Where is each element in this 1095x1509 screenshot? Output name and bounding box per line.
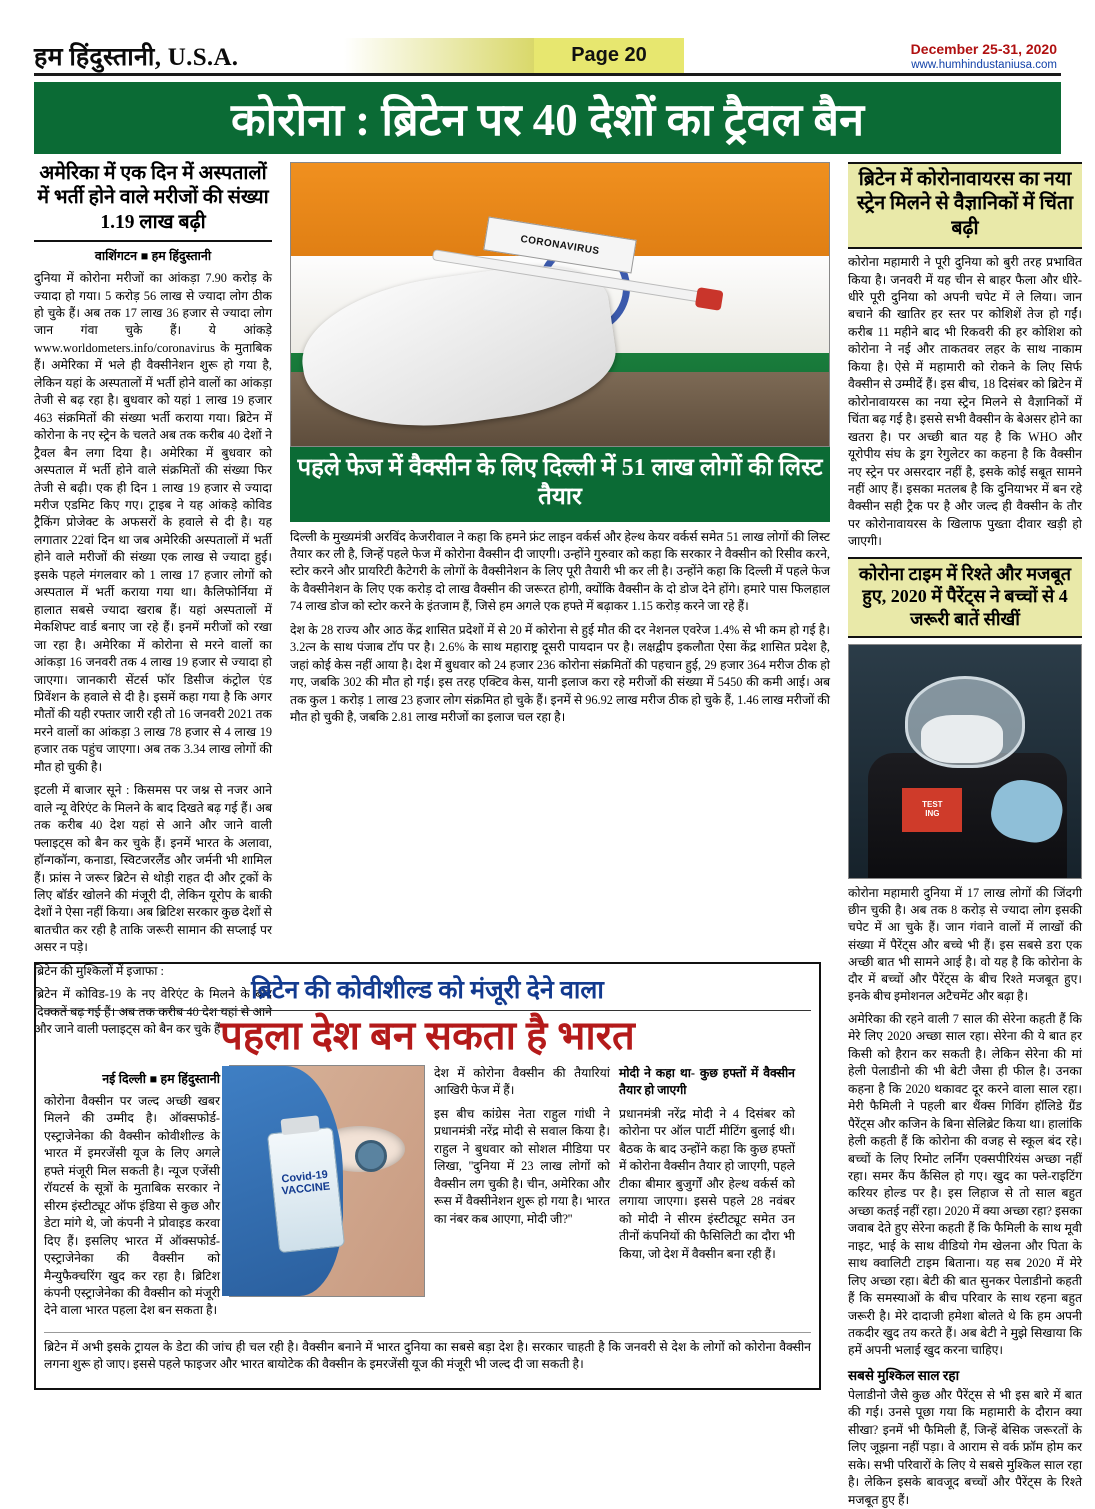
issue-date: December 25-31, 2020 <box>910 40 1057 57</box>
feature-footer <box>44 1339 811 1380</box>
left-column-headline: अमेरिका में एक दिन में अस्पतालों में भर्ती होने वाले मरीजों की संख्या 1.19 लाख बढ़ी <box>34 162 272 242</box>
right-column-body-3: पेलाडीनो जैसे कुछ और पैरेंट्स से भी इस बारे में बात की गई। उनसे पूछा गया कि महामारी के दौरान क्या सीखा? इनमें भी फैमिली हैं, जिन्हें बेसिक जरूरतों के लिए जूझना नहीं पड़ा। वे आराम से वर्क फ्रॉम होम कर सके। सभी परिवारों के लिए ये सबसे मुश्किल साल रहा है। लेकिन इसके बावजूद बच्चों और पैरेंट्स के रिश्ते मजबूत हुए हैं। <box>848 1387 1082 1507</box>
feature-col-3 <box>434 1065 610 1326</box>
left-column-byline: वाशिंगटन ■ हम हिंदुस्तानी <box>94 249 212 264</box>
right-column-second-headline: कोरोना टाइम में रिश्ते और मजबूत हुए, 2020 में पैरेंट्स ने बच्चों से 4 जरूरी बातें सीखीं <box>848 557 1082 639</box>
masthead <box>34 38 1061 76</box>
lower-right-spacer <box>830 962 1064 1390</box>
hero-caption: पहले फेज में वैक्सीन के लिए दिल्ली में 51 लाख लोगों की लिस्ट तैयार <box>290 447 830 522</box>
right-column-body-2: अमेरिका की रहने वाली 7 साल की सेरेना कहती हैं कि मेरे लिए 2020 अच्छा साल रहा। सेरेना की ये बात हर किसी को हैरान कर सकती है। लेकिन सेरेना की मां हेली पेलाडीनो की भी बेटी जैसा ही फील है। उनका कहना है कि 2020 थकावट दूर करने वाला साल रहा। मेरी फैमिली ने पहली बार थैंक्स गिविंग हॉलिडे ग्रैंड पैरेंट्स और कजिन के बिना सेलिब्रेट किया था। हालांकि हेली कहती हैं कि कोरोना की वजह से स्कूल बंद रहे। बच्चों के लिए रिमोट लर्निंग एक्सपीरियंस अच्छा नहीं रहा। समर कैंप कैंसिल हो गए। खुद का फ्ले-राइटिंग करियर होल्ड पर है। इस लिहाज से तो साल बहुत अच्छा कतई नहीं रहा। 2020 में क्या अच्छा रहा? इसका जवाब देते हुए सेरेना कहती हैं कि फैमिली के साथ मूवी नाइट, भाई के साथ वीडियो गेम खेलना और पिता के साथ क्वालिटी टाइम बिताना। यह सब 2020 में मेरे लिए अच्छा रहा। बेटी की बात सुनकर पेलाडीनो कहती हैं कि समस्याओं के बीच परिवार के साथ रहना बहुत जरूरी है। मेरे दादाजी हमेशा बोलते थे कि हम अपनी तकदीर खुद तय करते हैं। अब बेटी ने मुझे सिखाया कि हमें अपनी भलाई खुद करना चाहिए। <box>848 1011 1082 1358</box>
left-column-paragraph-2: इटली में बाजार सूने : किसमस पर जश्न से नजर आने वाले न्यू वेरिएंट के मिलने के बाद दिखते बढ़ गई हैं। अब तक करीब 40 देश यहां से आने और जाने वाली फ्लाइट्स को बैन कर चुके हैं। इनमें भारत के अलावा, हॉन्गकॉन्ग, कनाडा, स्विटजरलैंड और जर्मनी भी शामिल हैं। फ्रांस ने जरूर ब्रिटेन से थोड़ी राहत दी और ट्रकों के लिए बॉर्डर खोलने की मंजूरी दी, लेकिन यूरोप के बाकी देशों ने ऐसा नहीं किया। अब ब्रिटिश सरकार कुछ देशों से बातचीत कर रही है ताकि जरूरी सामान की सप्लाई पर असर न पड़े। <box>34 783 272 955</box>
face-mask-icon <box>921 715 1003 763</box>
left-column-paragraph-1: दुनिया में कोरोना मरीजों का आंकड़ा 7.90 करोड़ के ज्यादा हो गया। 5 करोड़ 56 लाख से ज्यादा लोग ठीक हो चुके हैं। अब तक 17 लाख 36 हजार से ज्यादा लोग जान गंवा चुके हैं। ये आंकड़े www.worldometers.info/coronavirus के मुताबिक हैं। अमेरिका में भले ही वैक्सीनेशन शुरू हो गया है, लेकिन यहां के अस्पतालों में भर्ती होने वालों का आंकड़ा तेजी से बढ़ रहा है। बुधवार को यहां 1 लाख 19 हजार 463 संक्रमितों की संख्या भर्ती कराया गया। ब्रिटेन में कोरोना के नए स्ट्रेन के चलते अब तक करीब 40 देशों ने ट्रैवल बैन लगा दिया है। अमेरिका में बुधवार को अस्पताल में भर्ती होने वाले संक्रमितों की संख्या फिर तेजी से बढ़ी। एक ही दिन 1 लाख 19 हजार से ज्यादा मरीज एडमिट किए गए। ट्राइब ने यह आंकड़े कोविड ट्रैकिंग प्रोजेक्ट के अफसरों के हवाले से दी है। यह लगातार 22वां दिन था जब अमेरिकी अस्पतालों में भर्ती होने वाले मरीजों की संख्या एक लाख से ज्यादा हुई। इसके पहले मंगलवार को 1 लाख 17 हजार लोगों को अस्पताल में भर्ती कराया गया था। कैलिफोर्निया में हालात सबसे ज्यादा खराब हैं। यहां अस्पतालों में मेकशिफ्ट वार्ड बनाए जा रहे हैं। इनमें मरीजों को रखा जा रहा है। अमेरिका में कोरोना से मरने वालों का आंकड़ा 16 जनवरी तक 4 लाख 19 हजार से ज्यादा हो जाएगा। जानकारी सेंटर्स फॉर डिसीज कंट्रोल एंड प्रिवेंशन के हवाले से दी है। इसमें कहा गया है कि अगर मौतों की यही रफ्तार जारी रही तो 16 जनवरी 2021 तक मरने वालों का आंकड़ा 3 लाख 78 हजार से 4 लाख 19 हजार तक पहुंच जाएगा। अब तक 3.34 लाख लोगों की मौत हो चुकी है। <box>34 271 272 774</box>
feature-col-3-head: देश में कोरोना वैक्सीन की तैयारियां आखिरी फेज में हैं। <box>434 1066 610 1098</box>
right-column <box>848 162 1082 1507</box>
feature-kicker: ब्रिटेन की कोवीशील्ड को मंजूरी देने वाला <box>44 972 811 1011</box>
masthead-title-block <box>34 38 534 73</box>
feature-col-1 <box>44 1065 220 1326</box>
page-number-badge: Page 20 <box>534 38 684 73</box>
feature-col-4-text: प्रधानमंत्री नरेंद्र मोदी ने 4 दिसंबर को कोरोना पर ऑल पार्टी मीटिंग बुलाई थी। बैठक के बाद उन्होंने कहा कि कुछ हफ्तों में कोरोना वैक्सीन तैयार हो जाएगी, पहले टीका बीमार बुजुर्गों और हेल्थ वर्कर्स को लगाया जाएगा। इससे पहले 28 नवंबर को मोदी ने सीरम इंस्टीट्यूट समेत उन तीनों कंपनियों की फैसिलिटी का दौरा भी किया, जो देश में वैक्सीन बना रही हैं। <box>619 1106 795 1261</box>
right-column-headline: ब्रिटेन में कोरोनावायरस का नया स्ट्रेन मिलने से वैज्ञानिकों में चिंता बढ़ी <box>848 162 1082 249</box>
hero-body-1: दिल्ली के मुख्यमंत्री अरविंद केजरीवाल ने कहा कि हमने फ्रंट लाइन वर्कर्स और हेल्थ केयर वर्कर्स समेत 51 लाख लोगों की लिस्ट तैयार कर ली है, जिन्हें पहले फेज में कोरोना वैक्सीन दी जाएगी। उन्होंने गुरुवार को कहा कि सरकार ने वैक्सीन को रिसीव करने, स्टोर करने और प्रायरिटी कैटेगरी के लोगों के वैक्सीनेशन के लिए पूरी तैयारी भी कर ली है। उन्होंने कहा कि दिल्ली में पहले फेज के वैक्सीनेशन के लिए एक करोड़ दो लाख वैक्सीन की जरूरत होगी, क्योंकि वैक्सीन के दो डोज देने होंगे। हमारे पास फिलहाल 74 लाख डोज को स्टोर करने के इंतजाम हैं, जिसे हम अगले एक हफ्ते में बढ़ाकर 1.15 करोड़ करने जा रहे हैं। <box>290 529 830 614</box>
feature-columns <box>44 1065 811 1326</box>
feature-col-3-text: इस बीच कांग्रेस नेता राहुल गांधी ने प्रधानमंत्री नरेंद्र मोदी से सवाल किया है। राहुल ने बुधवार को सोशल मीडिया पर लिखा, ''दुनिया में 23 लाख लोगों को वैक्सीन लग चुकी है। चीन, अमेरिका और रूस में वैक्सीनेशन शुरू हो गया है। भारत का नंबर कब आएगा, मोदी जी?'' <box>434 1106 610 1226</box>
main-banner <box>34 82 1061 154</box>
hero-body-2: देश के 28 राज्य और आठ केंद्र शासित प्रदेशों में से 20 में कोरोना से हुई मौत की दर नेशनल एवरेज 1.4% से भी कम हो गई है। 3.2त्न के साथ पंजाब टॉप पर है। 2.6% के साथ महाराष्ट्र दूसरी पायदान पर है। लक्षद्वीप इकलौता ऐसा केंद्र शासित प्रदेश है, जहां कोई केस नहीं आया है। देश में बुधवार को 24 हजार 236 कोरोना संक्रमितों की पहचान हुई, 29 हजार 364 मरीज ठीक हो गए, जबकि 302 की मौत हो गई। इस तरह एक्टिव केस, यानी इलाज करा रहे मरीजों की संख्या में 5450 की कमी आई। अब तक कुल 1 करोड़ 1 लाख 23 हजार लोग संक्रमित हो चुके हैं। इनमें से 96.92 लाख मरीज ठीक हो चुके हैं, 1.46 लाख मरीजों की मौत हो चुकी है, जबकि 2.81 लाख मरीजों का इलाज चल रहा है। <box>290 622 830 725</box>
masthead-meta <box>684 38 1061 73</box>
feature-headline: पहला देश बन सकता है भारत <box>220 1013 635 1058</box>
hero-photo <box>290 162 830 447</box>
vaccine-vial-label: Covid-19 VACCINE <box>280 1169 331 1199</box>
feature-col-4 <box>619 1065 795 1326</box>
main-headline: कोरोना : ब्रिटेन पर 40 देशों का ट्रैवल बैन <box>230 94 865 145</box>
feature-divider <box>44 1332 811 1333</box>
feature-vaccine-photo-col <box>229 1065 425 1326</box>
vaccine-vial-icon <box>267 1127 345 1253</box>
feature-col-1-text: कोरोना वैक्सीन पर जल्द अच्छी खबर मिलने की उम्मीद है। ऑक्सफोर्ड-एस्ट्राजेनेका की वैक्सीन कोवीशील्ड के भारत में इमरजेंसी यूज के लिए अगले हफ्ते मंजूरी मिल सकती है। न्यूज एजेंसी रॉयटर्स के सूत्रों के मुताबिक सरकार ने सीरम इंस्टीट्यूट ऑफ इंडिया से कुछ और डेटा मांगे थे, जो कंपनी ने प्रोवाइड करवा दिए हैं। इसलिए भारत में ऑक्सफोर्ड-एस्ट्राजेनेका की वैक्सीन को मैन्युफैक्चरिंग खुद कर रहा है। ब्रिटिश कंपनी एस्ट्राजेनेका की वैक्सीन को मंजूरी देने वाला भारत पहला देश बन सकता है। <box>44 1094 220 1318</box>
left-column-subhead-2: ब्रिटेन की मुश्किलों में इजाफा : <box>34 963 164 978</box>
right-column-paragraph: कोरोना महामारी ने पूरी दुनिया को बुरी तरह प्रभावित किया है। जनवरी में यह चीन से बाहर फैला और धीरे-धीरे पूरी दुनिया को अपनी चपेट में ले लिया। जान बचाने की खातिर हर स्तर पर कोशिशें तेज हो गईं। करीब 11 महीने बाद भी रिकवरी की हर कोशिश को कोरोना ने नई और ताकतवर लहर के साथ नाकाम किया है। ऐसे में महामारी को रोकने के लिए सिर्फ वैक्सीन से उम्मीदें हैं। इस बीच, 18 दिसंबर को ब्रिटेन में कोरोनावायरस का नया स्ट्रेन मिलने से वैज्ञानिकों में चिंता बढ़ गई है। इससे सभी वैक्सीन के बेअसर होने का खतरा है। पर अच्छी बात यह है कि WHO और यूरोपीय संघ के ड्रग रेगुलेटर का कहना है कि वैक्सीन नए स्ट्रेन पर असरदार नहीं है, इसके कोई सबूत सामने नहीं आए हैं। इसका मतलब है कि दुनियाभर में बन रहे वैक्सीन सही ट्रैक पर है और जल्द ही वैक्सीन के तौर पर कोरोनावायरस के खिलाफ पुख्ता दीवार खड़ी हो जाएगी। <box>848 255 1082 549</box>
website-url[interactable]: www.humhindustaniusa.com <box>911 58 1057 71</box>
left-column-subtext-2: ब्रिटेन में कोविड-19 के नए वेरिएंट के मिलने के बाद दिक्कतें बढ़ गई हैं। अब तक करीब 40 देश यहां से आने और जाने वाली फ्लाइट्स को बैन कर चुके हैं। <box>34 987 272 1037</box>
left-column <box>34 162 272 1037</box>
feature-footer-col-1 <box>44 1339 811 1380</box>
coronavirus-test-label: CORONAVIRUS <box>483 217 636 274</box>
feature-col-4-head: मोदी ने कहा था- कुछ हफ्तों में वैक्सीन तैयार हो जाएगी <box>619 1066 795 1098</box>
vest-label: TEST ING <box>902 788 962 832</box>
health-worker-caption: कोरोना महामारी दुनिया में 17 लाख लोगों की जिंदगी छीन चुकी है। अब तक 8 करोड़ से ज्यादा लोग इसकी चपेट में आ चुके हैं। जान गंवाने वालों में लाखों की संख्या में पैरेंट्स और बच्चे भी हैं। इस सबसे डरा एक अच्छी बात भी सामने आई है। वो यह है कि कोरोना के दौर में बच्चों और पैरेंट्स के बीच रिश्ते मजबूत हुए। इनके बीच इमोशनल अटैचमेंट और बढ़ा है। <box>848 886 1082 1003</box>
lower-section <box>34 962 1061 1390</box>
health-worker-photo <box>848 644 1082 879</box>
vaccine-photo <box>229 1065 425 1297</box>
right-column-third-headline: सबसे मुश्किल साल रहा <box>848 1367 960 1383</box>
feature-byline: नई दिल्ली ■ हम हिंदुस्तानी <box>102 1072 220 1086</box>
middle-column <box>290 162 830 952</box>
publication-title: हम हिंदुस्तानी, U.S.A. <box>34 43 239 71</box>
feature-col-2-text: ब्रिटेन में अभी इसके ट्रायल के डेटा की जांच ही चल रही है। वैक्सीन बनाने में भारत दुनिया का सबसे बड़ा देश है। सरकार चाहती है कि जनवरी से देश के लोगों को कोरोना वैक्सीन लगना शुरू हो जाए। इससे पहले फाइजर और भारत बायोटेक की वैक्सीन के इमरजेंसी यूज की मंजूरी भी जल्द दी जा सकती है। <box>44 1339 811 1372</box>
vaccine-feature-box <box>34 962 821 1390</box>
